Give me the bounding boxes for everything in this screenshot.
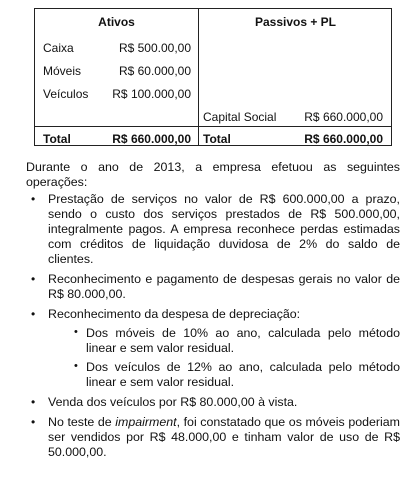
- operations-text: [26, 160, 400, 465]
- total-divider: [35, 126, 391, 127]
- column-divider: [198, 9, 199, 145]
- operation-text: Venda dos veículos por R$ 80.000,00 à vista.: [48, 395, 298, 409]
- intro-paragraph: Durante o ano de 2013, a empresa efetuou as seguintes operações:: [26, 160, 400, 189]
- operations-list: [26, 192, 400, 460]
- list-item: [26, 415, 400, 460]
- sub-list-item: [48, 326, 400, 356]
- bullet-icon: •: [31, 395, 36, 409]
- operation-text-post: , foi constatado que os móveis poderiam ser vendidos por R$ 48.000,00 e tinham valor de uso de R$ 50.000,00.: [48, 415, 400, 459]
- bullet-icon: •: [74, 326, 78, 338]
- asset-value-caixa: R$ 500.00,00: [118, 41, 191, 55]
- bullet-icon: •: [31, 272, 36, 286]
- sub-list-item: [48, 360, 400, 390]
- bullet-icon: •: [31, 415, 36, 429]
- asset-label-veiculos: Veículos: [43, 87, 89, 101]
- bullet-icon: •: [74, 360, 78, 372]
- total-assets-value: R$ 660.000,00: [112, 132, 191, 146]
- impairment-term: impairment: [115, 415, 177, 429]
- operation-text: Reconhecimento da despesa de depreciação:: [48, 307, 301, 321]
- equity-label: Capital Social: [203, 110, 277, 124]
- asset-label-moveis: Móveis: [43, 64, 82, 78]
- operation-text-pre: No teste de: [48, 415, 116, 429]
- bullet-icon: •: [31, 307, 36, 321]
- asset-value-moveis: R$ 60.000,00: [118, 64, 191, 78]
- list-item: [26, 192, 400, 267]
- total-assets-label: Total: [43, 132, 71, 146]
- liabilities-header: Passivos + PL: [254, 15, 337, 29]
- depreciation-sublist: [48, 326, 400, 390]
- total-liabilities-value: R$ 660.000,00: [304, 132, 383, 146]
- bullet-icon: •: [31, 192, 36, 206]
- assets-header: Ativos: [98, 15, 135, 29]
- sub-item-text: Dos móveis de 10% ao ano, calculada pelo método linear e sem valor residual.: [86, 326, 400, 355]
- asset-label-caixa: Caixa: [43, 41, 74, 55]
- total-liabilities-label: Total: [203, 132, 231, 146]
- sub-item-text: Dos veículos de 12% ao ano, calculada pelo método linear e sem valor residual.: [86, 360, 400, 389]
- equity-value: R$ 660.000,00: [304, 110, 383, 124]
- list-item: [26, 272, 400, 302]
- operation-text: Prestação de serviços no valor de R$ 600.000,00 a prazo, sendo o custo dos serviços prestados de R$ 500.000,00, integralmente pagos. A empresa reconhece perdas estimadas com créditos de liquidação duvidosa de 2% do saldo de clientes.: [48, 192, 400, 266]
- list-item: [26, 395, 400, 410]
- balance-sheet-table: [34, 8, 392, 146]
- operation-text: Reconhecimento e pagamento de despesas gerais no valor de R$ 80.000,00.: [48, 272, 400, 301]
- list-item: [26, 307, 400, 390]
- asset-value-veiculos: R$ 100.000,00: [112, 87, 191, 101]
